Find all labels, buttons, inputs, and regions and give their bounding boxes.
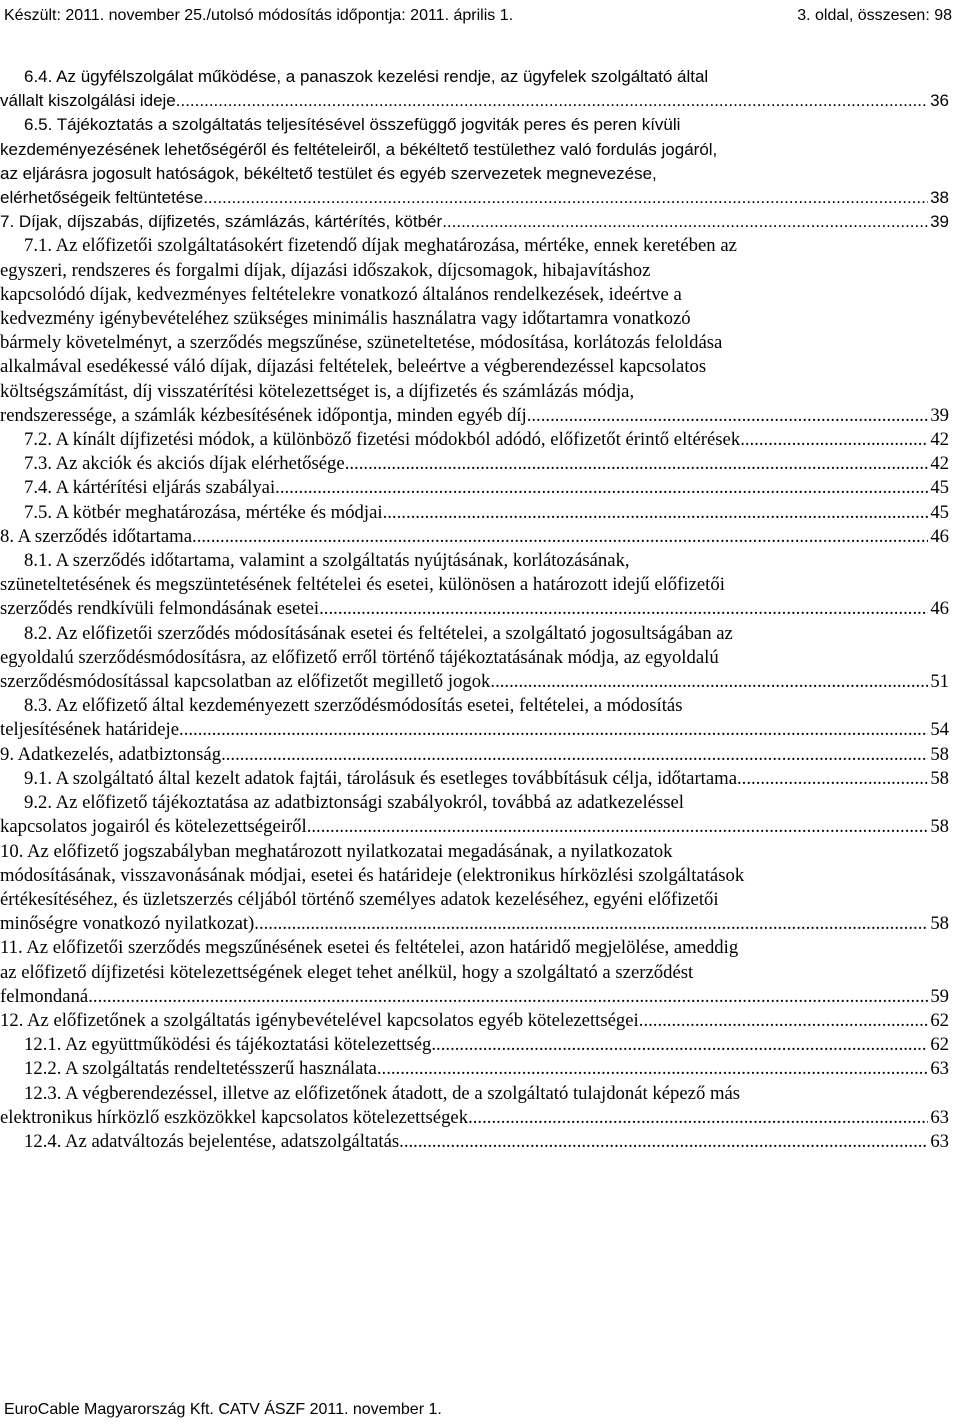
toc-page-number: 58 <box>930 767 949 789</box>
toc-entry-leader-line <box>0 815 949 839</box>
toc-page-number: 63 <box>930 1130 949 1152</box>
toc-entry-title: kapcsolatos jogairól és kötelezettségeiről <box>0 816 307 838</box>
toc-entry[interactable] <box>0 210 949 234</box>
toc-entry[interactable] <box>0 622 949 695</box>
toc-page-number: 54 <box>930 719 949 741</box>
toc-entry[interactable] <box>0 428 949 452</box>
toc-entry-leader-line <box>24 1057 949 1081</box>
toc-page-number: 36 <box>930 91 949 111</box>
toc-entry-title: elektronikus hírközlő eszközökkel kapcsolatos kötelezettségek <box>0 1106 469 1128</box>
toc-leader-dots <box>377 1057 928 1081</box>
toc-entry-leader-line <box>0 718 949 742</box>
toc-entry[interactable] <box>0 1033 949 1057</box>
footer-company: EuroCable Magyarország Kft. CATV ÁSZF 2011. november 1. <box>4 1401 442 1418</box>
toc-entry[interactable] <box>0 936 949 1009</box>
toc-page-number: 39 <box>930 404 949 426</box>
header-document-info: Készült: 2011. november 25./utolsó módosítás időpontja: 2011. április 1. <box>4 7 514 24</box>
toc-page-number: 39 <box>930 212 949 232</box>
toc-entry-line: 8.2. Az előfizetői szerződés módosításának esetei és feltételei, a szolgáltató jogosultságában az <box>24 622 733 644</box>
toc-entry[interactable] <box>0 791 949 839</box>
toc-page-number: 58 <box>930 816 949 838</box>
toc-leader-dots <box>345 452 929 476</box>
toc-entry-title: 7. Díjak, díjszabás, díjfizetés, számlázás, kártérítés, kötbér <box>0 212 443 232</box>
toc-entry[interactable] <box>0 694 949 742</box>
toc-entry[interactable] <box>0 65 949 113</box>
toc-entry-leader-line <box>24 501 949 525</box>
toc-entry-line: kezdeményezésének lehetőségéről és feltételeiről, a békéltető testülethez való fordulás jogáról, <box>0 139 718 159</box>
toc-entry-leader-line <box>0 186 949 210</box>
toc-entry-title: 9.1. A szolgáltató által kezelt adatok fajtái, tárolásuk és esetleges továbbításuk célja, időtartama <box>24 767 737 789</box>
toc-entry-leader-line <box>24 767 949 791</box>
toc-leader-dots <box>383 501 929 525</box>
toc-entry-leader-line <box>24 1130 949 1154</box>
toc-entry-leader-line <box>24 476 949 500</box>
toc-leader-dots <box>88 985 928 1009</box>
toc-page-number: 62 <box>930 1009 949 1031</box>
toc-entry-leader-line <box>24 428 949 452</box>
toc-leader-dots <box>307 815 929 839</box>
toc-page-number: 45 <box>930 477 949 499</box>
toc-entry[interactable] <box>0 1009 949 1033</box>
toc-entry-line: bármely követelményt, a szerződés megszűnése, szüneteltetése, módosítása, korlátozás feloldása <box>0 332 723 354</box>
toc-leader-dots <box>442 210 928 234</box>
toc-page-number: 58 <box>930 913 949 935</box>
toc-entry-leader-line <box>0 1106 949 1130</box>
toc-entry-line: 6.5. Tájékoztatás a szolgáltatás teljesítésével összefüggő jogviták peres és peren kívüli <box>24 115 681 135</box>
toc-entry[interactable] <box>0 549 949 622</box>
toc-entry[interactable] <box>0 1082 949 1130</box>
toc-leader-dots <box>490 670 928 694</box>
toc-entry-title: teljesítésének határideje <box>0 719 180 741</box>
toc-leader-dots <box>221 743 928 767</box>
toc-entry[interactable] <box>0 767 949 791</box>
toc-entry-leader-line <box>24 452 949 476</box>
toc-entry-title: 12. Az előfizetőnek a szolgáltatás igénybevételével kapcsolatos egyéb kötelezettségei <box>0 1009 639 1031</box>
toc-entry-leader-line <box>0 985 949 1009</box>
toc-entry-line: költségszámítást, díj visszatérítési kötelezettséget is, a díjfizetés és számlázás módja, <box>0 380 635 402</box>
toc-entry-line: értékesítéséhez, és üzletszerzés céljából történő személyes adatok kezeléséhez, egyéni előfizetői <box>0 888 719 910</box>
toc-entry-leader-line <box>0 89 949 113</box>
toc-entry-title: 12.4. Az adatváltozás bejelentése, adatszolgáltatás <box>24 1130 400 1152</box>
toc-entry-leader-line <box>0 912 949 936</box>
toc-entry-line: 8.1. A szerződés időtartama, valamint a szolgáltatás nyújtásának, korlátozásának, <box>24 550 630 572</box>
toc-entry[interactable] <box>0 1130 949 1154</box>
toc-entry-title: szerződésmódosítással kapcsolatban az előfizetőt megillető jogok <box>0 671 491 693</box>
table-of-contents <box>0 65 960 1154</box>
toc-entry-leader-line <box>0 743 949 767</box>
toc-entry-title: vállalt kiszolgálási ideje <box>0 91 176 111</box>
toc-page-number: 58 <box>930 743 949 765</box>
toc-page-number: 42 <box>930 453 949 475</box>
toc-entry-leader-line <box>0 1009 949 1033</box>
toc-entry-line: módosításának, visszavonásának módjai, esetei és határideje (elektronikus hírközlési szolgáltatások <box>0 864 745 886</box>
toc-page-number: 46 <box>930 525 949 547</box>
toc-page-number: 38 <box>930 188 949 208</box>
toc-leader-dots <box>254 912 928 936</box>
toc-entry-line: 6.4. Az ügyfélszolgálat működése, a panaszok kezelési rendje, az ügyfelek szolgáltató által <box>24 67 709 86</box>
page-footer <box>4 1400 442 1420</box>
toc-leader-dots <box>737 767 928 791</box>
toc-entry-leader-line <box>0 210 949 234</box>
toc-entry-title: 12.1. Az együttműködési és tájékoztatási kötelezettség <box>24 1034 432 1056</box>
toc-leader-dots <box>179 718 928 742</box>
toc-entry[interactable] <box>0 1057 949 1081</box>
toc-entry-line: az előfizető díjfizetési kötelezettségének eleget tehet anélkül, hogy a szolgáltató a szerződést <box>0 961 694 983</box>
toc-leader-dots <box>740 428 928 452</box>
toc-leader-dots <box>468 1106 928 1130</box>
toc-entry-line: alkalmával esedékessé váló díjak, díjazási feltételek, beleértve a végberendezéssel kapcsolatos <box>0 356 707 378</box>
toc-leader-dots <box>176 89 928 113</box>
toc-leader-dots <box>399 1130 928 1154</box>
toc-entry[interactable] <box>0 840 949 937</box>
toc-entry-leader-line <box>24 1033 949 1057</box>
toc-entry-title: minőségre vonatkozó nyilatkozat) <box>0 913 255 935</box>
toc-entry-title: szerződés rendkívüli felmondásának esetei <box>0 598 320 620</box>
toc-entry-line: 8.3. Az előfizető által kezdeményezett szerződésmódosítás esetei, feltételei, a módosítás <box>24 695 683 717</box>
toc-leader-dots <box>431 1033 928 1057</box>
toc-entry-title: elérhetőségeik feltüntetése <box>0 188 204 208</box>
toc-entry[interactable] <box>0 234 949 428</box>
toc-page-number: 42 <box>930 429 949 451</box>
toc-entry-title: felmondaná <box>0 985 89 1007</box>
toc-entry-line: szüneteltetésének és megszüntetésének feltételei és esetei, különösen a határozott idejű előfizetői <box>0 574 725 596</box>
toc-page-number: 45 <box>930 501 949 523</box>
toc-entry-leader-line <box>0 597 949 621</box>
toc-entry-title: 9. Adatkezelés, adatbiztonság <box>0 743 222 765</box>
toc-entry-line: 9.2. Az előfizető tájékoztatása az adatbiztonsági szabályokról, továbbá az adatkezeléssel <box>24 792 684 814</box>
toc-entry-leader-line <box>0 525 949 549</box>
toc-entry[interactable] <box>0 452 949 476</box>
toc-entry-title: 7.4. A kártérítési eljárás szabályai <box>24 477 276 499</box>
toc-entry-title: 7.2. A kínált díjfizetési módok, a különböző fizetési módokból adódó, előfizetőt érintő eltérések <box>24 429 741 451</box>
toc-entry-line: egyszeri, rendszeres és forgalmi díjak, díjazási időszakok, díjcsomagok, hibajavításhoz <box>0 259 651 281</box>
toc-entry-line: 10. Az előfizető jogszabályban meghatározott nyilatkozatai megadásának, a nyilatkozatok <box>0 840 673 862</box>
toc-entry-leader-line <box>0 670 949 694</box>
toc-entry[interactable] <box>0 743 949 767</box>
toc-leader-dots <box>319 597 928 621</box>
toc-leader-dots <box>192 525 928 549</box>
toc-page-number: 62 <box>930 1034 949 1056</box>
toc-entry-line: 7.1. Az előfizetői szolgáltatásokért fizetendő díjak meghatározása, mértéke, ennek keretében az <box>24 235 737 257</box>
header-page-number: 3. oldal, összesen: 98 <box>797 7 952 24</box>
toc-entry-line: kapcsolódó díjak, kedvezményes feltételekre vonatkozó általános rendelkezések, ideértve a <box>0 283 682 305</box>
toc-page-number: 46 <box>930 598 949 620</box>
toc-entry-line: 12.3. A végberendezéssel, illetve az előfizetőnek átadott, de a szolgáltató tulajdonát képező más <box>24 1082 741 1104</box>
toc-entry-line: kedvezmény igénybevételéhez szükséges minimális használatra vagy időtartamra vonatkozó <box>0 308 691 330</box>
toc-entry-title: 8. A szerződés időtartama <box>0 525 193 547</box>
toc-entry-title: 12.2. A szolgáltatás rendeltetésszerű használata <box>24 1058 377 1080</box>
toc-leader-dots <box>203 186 928 210</box>
toc-page-number: 63 <box>930 1058 949 1080</box>
page-header <box>4 6 952 26</box>
toc-entry-line: az eljárásra jogosult hatóságok, békéltető testület és egyéb szervezetek megnevezése, <box>0 163 657 183</box>
toc-entry-title: 7.5. A kötbér meghatározása, mértéke és módjai <box>24 501 383 523</box>
toc-leader-dots <box>275 476 928 500</box>
toc-page-number: 63 <box>930 1106 949 1128</box>
toc-page-number: 51 <box>930 671 949 693</box>
toc-entry-line: egyoldalú szerződésmódosításra, az előfizető erről történő tájékoztatásának módja, az egyoldalú <box>0 646 719 668</box>
toc-entry-leader-line <box>0 404 949 428</box>
toc-entry-line: 11. Az előfizetői szerződés megszűnésének esetei és feltételei, azon határidő megjelölése, ameddig <box>0 937 739 959</box>
toc-entry-title: 7.3. Az akciók és akciós díjak elérhetősége <box>24 453 345 475</box>
toc-entry[interactable] <box>0 501 949 525</box>
toc-entry[interactable] <box>0 476 949 500</box>
toc-page-number: 59 <box>930 985 949 1007</box>
toc-entry-title: rendszeressége, a számlák kézbesítésének időpontja, minden egyéb díj <box>0 404 527 426</box>
toc-entry[interactable] <box>0 113 949 210</box>
toc-entry[interactable] <box>0 525 949 549</box>
toc-leader-dots <box>527 404 929 428</box>
toc-leader-dots <box>639 1009 929 1033</box>
